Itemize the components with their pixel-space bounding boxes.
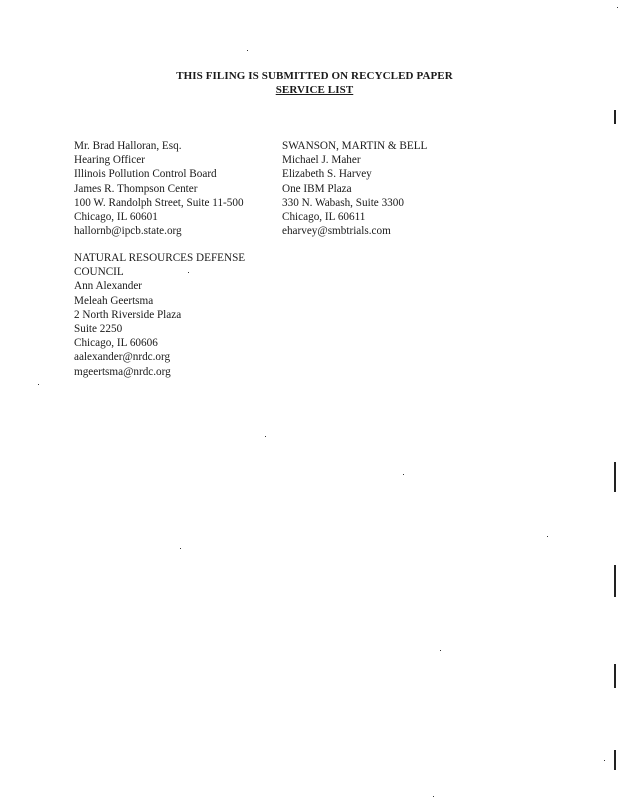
scan-speck xyxy=(38,384,39,385)
recipient-suite: Suite 2250 xyxy=(74,323,123,336)
scan-speck xyxy=(617,7,618,8)
recipient-email: eharvey@smbtrials.com xyxy=(282,225,391,238)
scan-edge-mark xyxy=(614,750,616,770)
recipient-name: Mr. Brad Halloran, Esq. xyxy=(74,140,182,152)
scan-speck xyxy=(247,50,248,51)
recipient-city: Chicago, IL 60611 xyxy=(282,211,366,224)
recipient-street: 330 N. Wabash, Suite 3300 xyxy=(282,196,404,209)
scan-edge-mark xyxy=(614,664,616,688)
recipient-title: Hearing Officer xyxy=(74,154,145,167)
scan-edge-mark xyxy=(614,110,616,124)
recipient-email: aalexander@nrdc.org xyxy=(74,351,171,364)
recipient-city: Chicago, IL 60606 xyxy=(74,337,158,350)
scan-speck xyxy=(433,796,434,797)
recipient-street: 100 W. Randolph Street, Suite 11-500 xyxy=(74,196,244,209)
attorney-name: Meleah Geertsma xyxy=(74,294,154,307)
recipient-email: hallornb@ipcb.state.org xyxy=(74,225,182,238)
address-block-nrdc xyxy=(74,251,264,379)
address-block-hearing-officer xyxy=(74,139,244,238)
attorney-name: Elizabeth S. Harvey xyxy=(282,168,372,181)
address-block-swanson xyxy=(282,139,427,238)
recipient-building: James R. Thompson Center xyxy=(74,182,198,195)
firm-name: SWANSON, MARTIN & BELL xyxy=(282,140,428,152)
scan-speck xyxy=(188,272,189,273)
recipient-building: One IBM Plaza xyxy=(282,182,352,195)
organization-name: NATURAL RESOURCES DEFENSE COUNCIL xyxy=(74,252,246,279)
recipient-email: mgeertsma@nrdc.org xyxy=(74,365,171,378)
recipient-city: Chicago, IL 60601 xyxy=(74,211,158,224)
recipient-street: 2 North Riverside Plaza xyxy=(74,308,182,321)
attorney-name: Ann Alexander xyxy=(74,280,143,293)
scan-speck xyxy=(265,436,266,437)
scan-speck xyxy=(403,474,404,475)
attorney-name: Michael J. Maher xyxy=(282,154,361,167)
recipient-organization: Illinois Pollution Control Board xyxy=(74,168,217,181)
filing-notice-title: THIS FILING IS SUBMITTED ON RECYCLED PAPER xyxy=(176,70,453,82)
scan-edge-mark xyxy=(614,565,616,597)
service-list-heading: SERVICE LIST xyxy=(275,84,354,96)
scan-edge-mark xyxy=(614,462,616,492)
scan-speck xyxy=(547,536,548,537)
scan-speck xyxy=(604,760,605,761)
scan-speck xyxy=(180,548,181,549)
scan-speck xyxy=(440,650,441,651)
